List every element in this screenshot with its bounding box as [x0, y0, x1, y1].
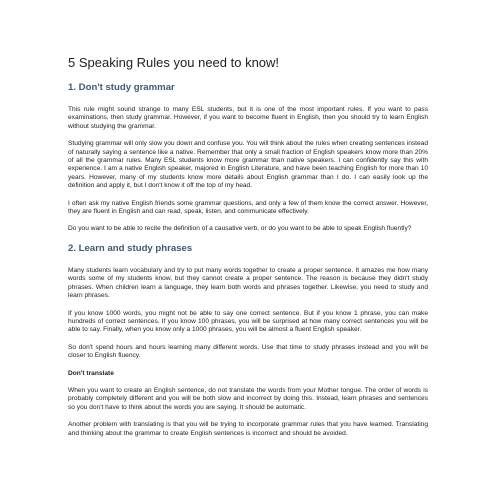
- document-title: 5 Speaking Rules you need to know!: [68, 55, 280, 70]
- section-2-paragraph-2: If you know 1000 words, you might not be able to say one correct sentence. But if you know 1 phrase, you can make hundreds of correct sentences. If you know 100 phrases, you will be surprised at how many correct sentences you will be able to say. Finally, when you know only a 1000 phrases, you will be almost a fluent English speaker.: [68, 309, 428, 334]
- document-page: [68, 55, 428, 447]
- subsection-paragraph-2: Another problem with translating is that you will be trying to incorporate grammar rules that you have learned. Translating and thinking about the grammar to create English sentences is incorrect and should be avoided.: [68, 421, 428, 437]
- subsection-paragraph-1: When you want to create an English sentence, do not translate the words from your Mother tongue. The order of words is probably completely different and you will be both slow and incorrect by doing this. Instead, learn phrases and sentences so you don't have to think about the words you are saying. It should be automatic.: [68, 386, 428, 411]
- section-1-paragraph-1: This rule might sound strange to many ESL students, but it is one of the most important rules. If you want to pass examinations, then study grammar. However, if you want to become fluent in English, then you should try to learn English without studying the grammar.: [68, 106, 428, 130]
- section-1-paragraph-3: I often ask my native English friends some grammar questions, and only a few of them know the correct answer. However, they are fluent in English and can read, speak, listen, and communicate effectively.: [68, 199, 428, 216]
- section-heading-1: 1. Don't study grammar: [68, 82, 175, 93]
- subheading-dont-translate: Don't translate: [68, 369, 114, 377]
- section-heading-2: 2. Learn and study phrases: [68, 242, 193, 254]
- section-2-paragraph-3: So don't spend hours and hours learning many different words. Use that time to study phrases instead and you will be closer to English fluency.: [68, 343, 428, 360]
- section-1-paragraph-2: Studying grammar will only slow you down and confuse you. You will think about the rules when creating sentences instead of naturally saying a sentence like a native. Remember that only a small fraction of English speakers know more than 20% of all the grammar rules. Many ESL students know more grammar than native speakers. I can confidently say this with experience. I am a native English speaker, majored in English Literature, and have been teaching English for more than 10 years. However, many of my students know more details about English grammar than I do. I can easily look up the definition and apply it, but I don't know it off the top of my head.: [68, 140, 428, 190]
- section-2-paragraph-1: Many students learn vocabulary and try to put many words together to create a proper sentence. It amazes me how many words some of my students know, but they cannot create a proper sentence. The reason is because they didn't study phrases. When children learn a language, they learn both words and phrases together. Likewise, you need to study and learn phrases.: [68, 266, 428, 300]
- section-1-paragraph-4: Do you want to be able to recite the definition of a causative verb, or do you want to be able to speak English fluently?: [68, 225, 412, 233]
